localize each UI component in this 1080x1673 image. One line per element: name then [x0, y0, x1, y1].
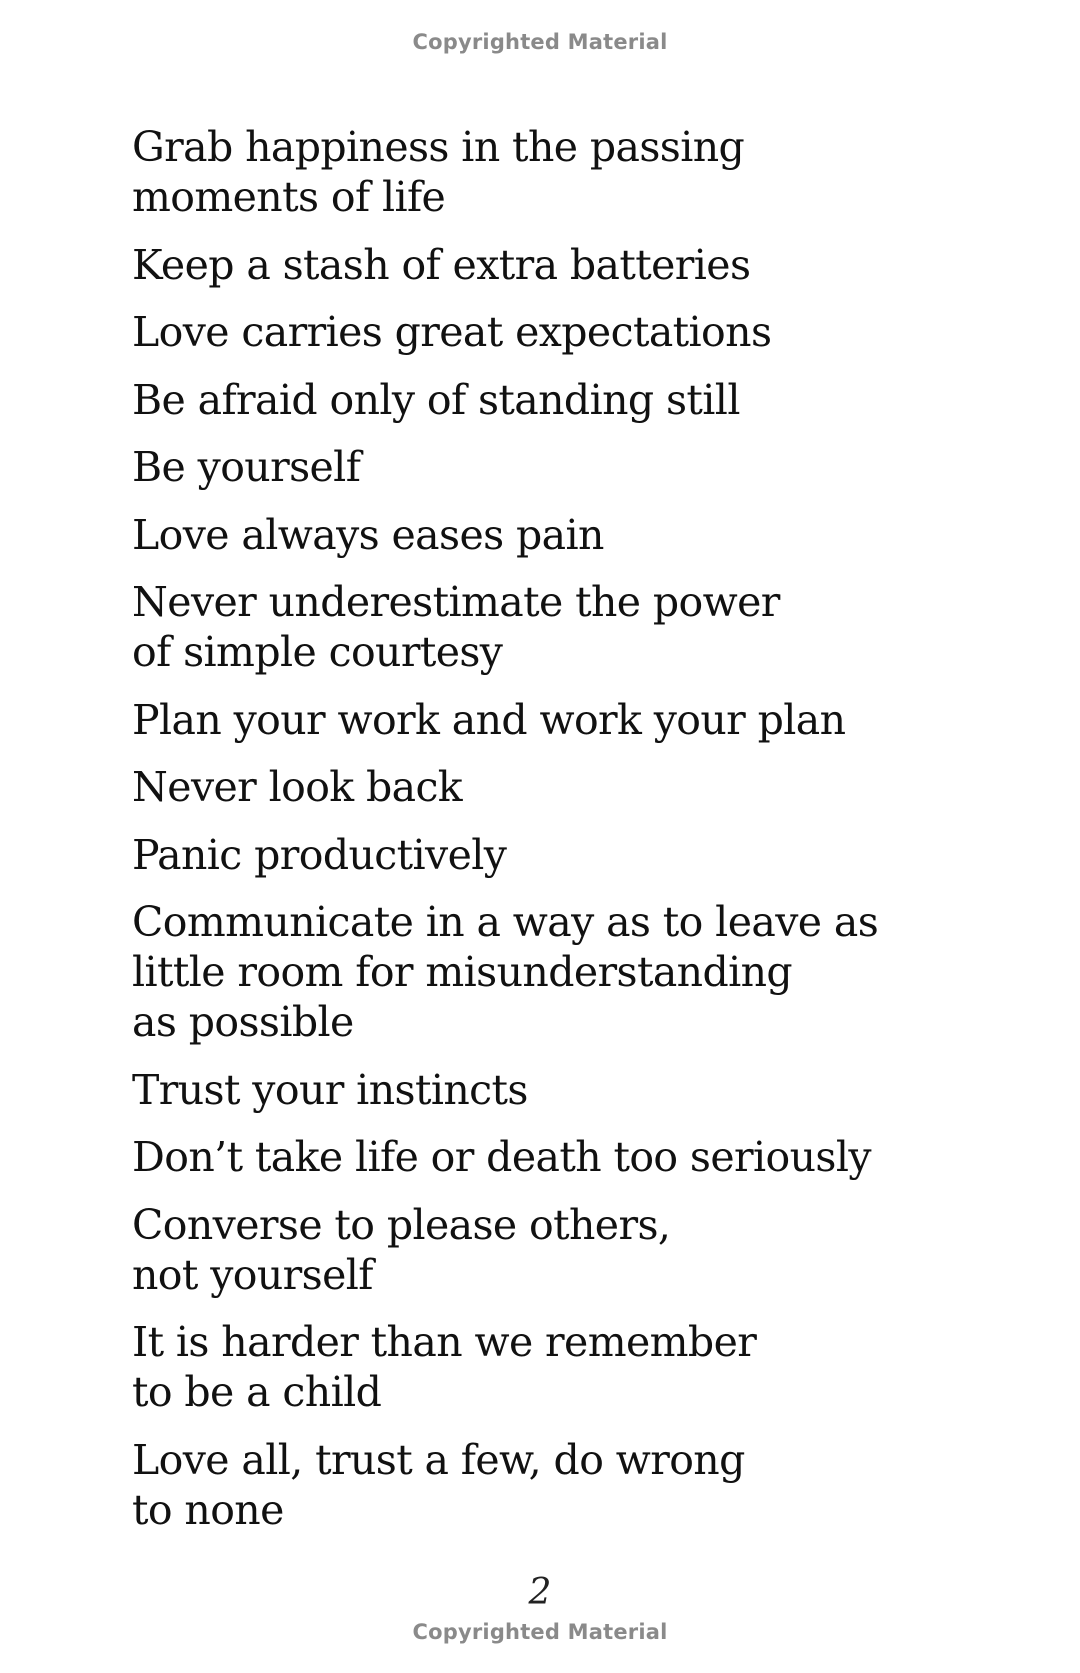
entry-line: Be yourself — [132, 443, 361, 491]
entry-line: Communicate in a way as to leave as — [132, 898, 879, 946]
entry — [132, 122, 1032, 222]
entry — [132, 1317, 1032, 1417]
entry — [132, 897, 1032, 1047]
entry — [132, 1200, 1032, 1300]
entry-line: Plan your work and work your plan — [132, 695, 846, 744]
entry-line: It is harder than we remember — [132, 1318, 757, 1366]
entry-line: Love all, trust a few, do wrong — [132, 1435, 745, 1484]
entry — [132, 577, 1032, 677]
entry-line: Trust your instincts — [132, 1065, 528, 1114]
entry-line: Keep a stash of extra batteries — [132, 240, 751, 289]
entry-continuation: of simple courtesy — [132, 628, 503, 676]
entry — [132, 442, 1032, 492]
entry — [132, 830, 1032, 880]
entry-line: Don’t take life or death too seriously — [132, 1133, 871, 1181]
copyright-watermark-bottom: Copyrighted Material — [412, 1620, 668, 1644]
entry-line: Panic productively — [132, 830, 507, 879]
entry — [132, 1132, 1032, 1182]
page-content — [132, 122, 1032, 1552]
entry — [132, 695, 1032, 745]
entry-continuation: as possible — [132, 998, 354, 1046]
entry — [132, 510, 1032, 560]
entry — [132, 240, 1032, 290]
copyright-watermark-top: Copyrighted Material — [412, 30, 668, 54]
page-number: 2 — [528, 1572, 552, 1613]
entry-continuation: little room for misunderstanding — [132, 948, 793, 996]
entry — [132, 1435, 1032, 1535]
entry-line: Never underestimate the power — [132, 578, 780, 626]
entry-continuation: moments of life — [132, 173, 446, 221]
entry-continuation: to none — [132, 1485, 284, 1534]
entry-line: Converse to please others, — [132, 1200, 671, 1249]
entry-continuation: not yourself — [132, 1250, 373, 1299]
entry-line: Never look back — [132, 763, 463, 811]
entry-line: Love carries great expectations — [132, 308, 772, 356]
entry-line: Be afraid only of standing still — [132, 375, 740, 424]
entry-line: Love always eases pain — [132, 510, 604, 559]
entry — [132, 307, 1032, 357]
entry-line: Grab happiness in the passing — [132, 123, 745, 171]
entry — [132, 762, 1032, 812]
entry-continuation: to be a child — [132, 1368, 382, 1416]
entry — [132, 1065, 1032, 1115]
entry — [132, 375, 1032, 425]
